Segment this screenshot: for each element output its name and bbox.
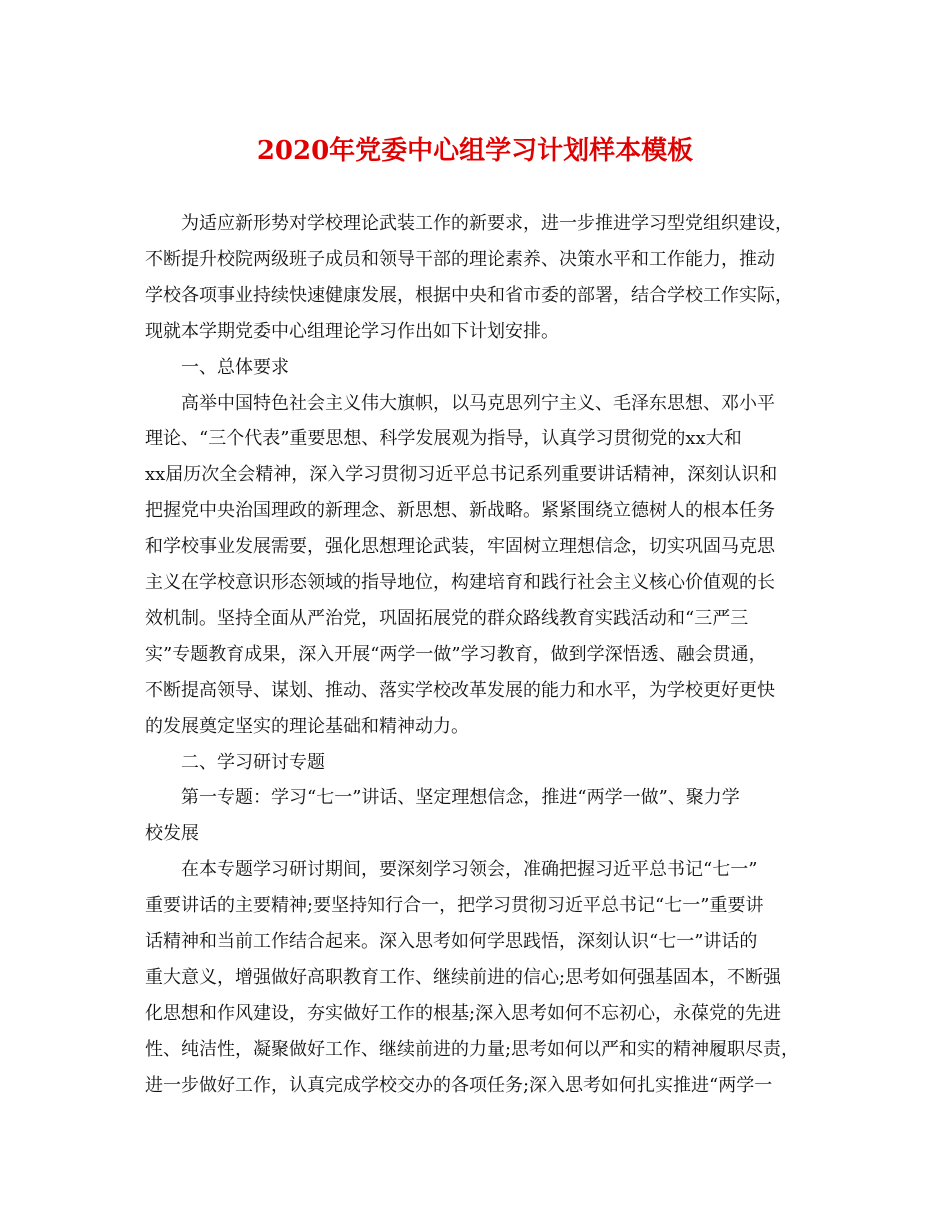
paragraph-line: 校发展 bbox=[145, 823, 199, 845]
paragraph-line: 和学校事业发展需要，强化思想理论武装，牢固树立理想信念，切实巩固马克思 bbox=[145, 536, 775, 558]
paragraph-line: 第一专题：学习“七一”讲话、坚定理想信念，推进“两学一做”、聚力学 bbox=[181, 787, 740, 809]
paragraph-line: 主义在学校意识形态领域的指导地位，构建培育和践行社会主义核心价值观的长 bbox=[145, 572, 775, 593]
paragraph-line: 把握党中央治国理政的新理念、新思想、新战略。紧紧围绕立德树人的根本任务 bbox=[145, 500, 775, 522]
paragraph-line: 现就本学期党委中心组理论学习作出如下计划安排。 bbox=[145, 320, 559, 342]
paragraph-line: 理论、“三个代表”重要思想、科学发展观为指导，认真学习贯彻党的xx大和 bbox=[145, 428, 742, 450]
paragraph-line: 不断提高领导、谋划、推动、落实学校改革发展的能力和水平，为学校更好更快 bbox=[145, 679, 775, 701]
paragraph-line: 话精神和当前工作结合起来。深入思考如何学思践悟，深刻认识“七一”讲话的 bbox=[145, 931, 758, 952]
paragraph-line: 进一步做好工作，认真完成学校交办的各项任务;深入思考如何扎实推进“两学一 bbox=[145, 1074, 773, 1096]
paragraph-line: 效机制。坚持全面从严治党，巩固拓展党的群众路线教育实践活动和“三严三 bbox=[145, 607, 749, 629]
paragraph-line: 为适应新形势对学校理论武装工作的新要求，进一步推进学习型党组织建设， bbox=[181, 213, 793, 234]
paragraph-line: xx届历次全会精神，深入学习贯彻习近平总书记系列重要讲话精神，深刻认识和 bbox=[145, 464, 778, 486]
paragraph-line: 的发展奠定坚实的理论基础和精神动力。 bbox=[145, 715, 469, 737]
paragraph-line: 二、学习研讨专题 bbox=[181, 751, 325, 773]
paragraph-line: 在本专题学习研讨期间，要深刻学习领会，准确把握习近平总书记“七一” bbox=[181, 859, 758, 881]
paragraph-line: 不断提升校院两级班子成员和领导干部的理论素养、决策水平和工作能力，推动 bbox=[145, 248, 775, 270]
paragraph-line: 重大意义，增强做好高职教育工作、继续前进的信心;思考如何强基固本，不断强 bbox=[145, 966, 782, 988]
paragraph-line: 重要讲话的主要精神;要坚持知行合一，把学习贯彻习近平总书记“七一”重要讲 bbox=[145, 895, 764, 917]
paragraph-line: 一、总体要求 bbox=[181, 356, 289, 378]
paragraph-line: 性、纯洁性，凝聚做好工作、继续前进的力量;思考如何以严和实的精神履职尽责， bbox=[145, 1038, 800, 1060]
paragraph-line: 实”专题教育成果，深入开展“两学一做”学习教育，做到学深悟透、融会贯通， bbox=[145, 643, 767, 665]
paragraph-line: 学校各项事业持续快速健康发展，根据中央和省市委的部署，结合学校工作实际， bbox=[145, 284, 793, 306]
paragraph-line: 化思想和作风建设，夯实做好工作的根基;深入思考如何不忘初心，永葆党的先进 bbox=[145, 1002, 782, 1024]
document-title: 2020年党委中心组学习计划样本模板 bbox=[256, 136, 694, 166]
paragraph-line: 高举中国特色社会主义伟大旗帜，以马克思列宁主义、毛泽东思想、邓小平 bbox=[181, 392, 775, 414]
